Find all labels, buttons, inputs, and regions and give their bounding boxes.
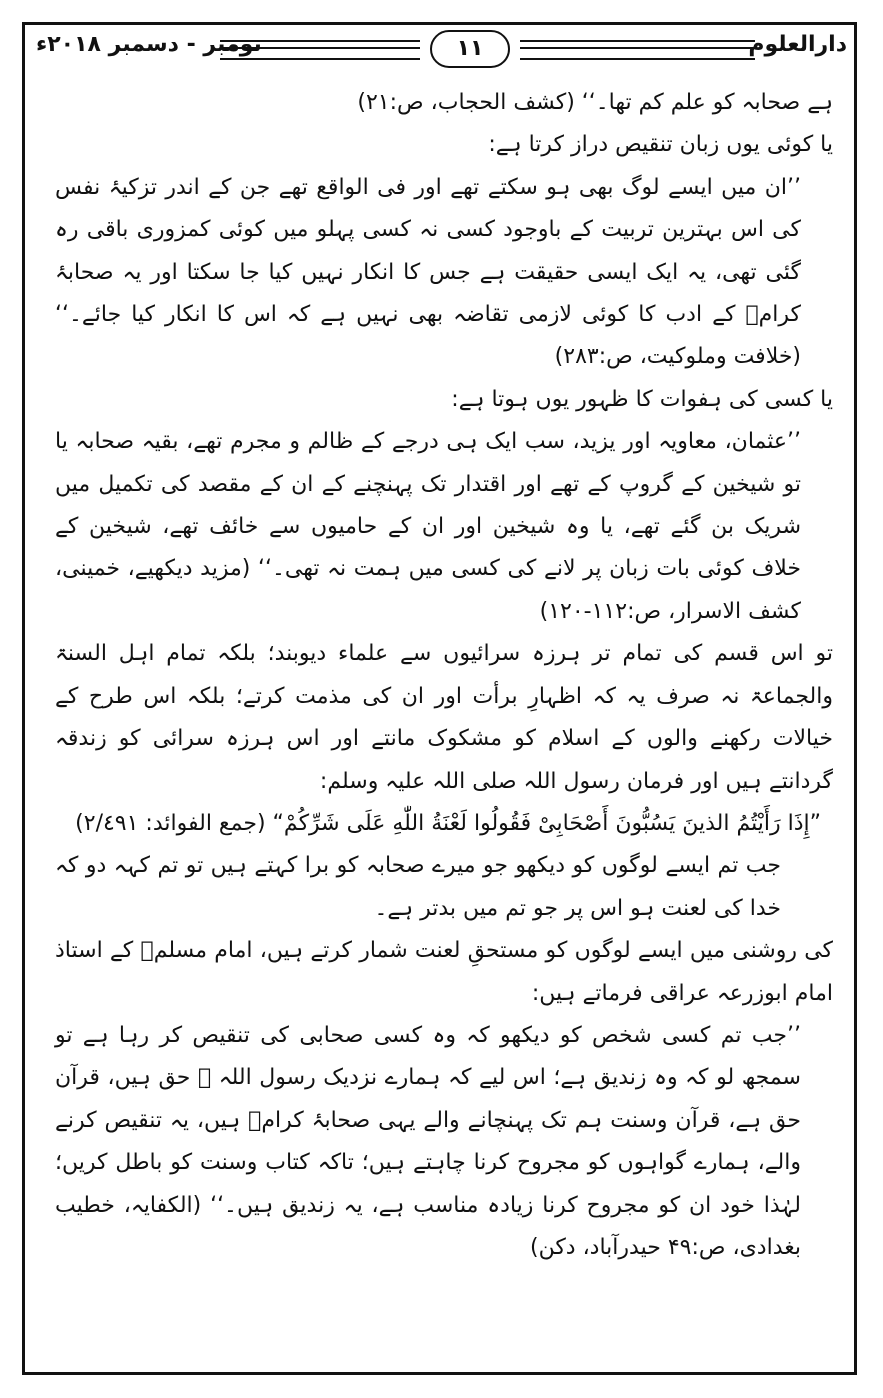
issue-date: نومبر - دسمبر ۲۰۱۸ء xyxy=(36,32,262,57)
page-header xyxy=(30,30,853,74)
quotation: ’’عثمان، معاویہ اور یزید، سب ایک ہی درجے کے ظالم و مجرم تھے، بقیہ صحابہ یا تو شیخین کے گروپ کے تھے اور اقتدار تک پہنچنے کے ان کے مقصد کی تکمیل میں شریک بن گئے تھے، یا وہ شیخین اور ان کے حامیوں سے خائف تھے، شیخین کے خلاف کوئی بات زبان پر لانے کی کسی میں ہمت نہ تھی۔‘‘ (مزید دیکھیے، خمینی، کشف الاسرار، ص:۱۱۲-۱۲۰) xyxy=(55,429,801,624)
hadith-translation: جب تم ایسے لوگوں کو دیکھو جو میرے صحابہ کو برا کہتے ہیں تو تم کہہ دو کہ خدا کی لعنت ہو اس پر جو تم میں بدتر ہے۔ xyxy=(55,853,781,921)
paragraph: یا کوئی یوں زبان تنقیص دراز کرتا ہے: xyxy=(488,132,833,158)
paragraph: یا کسی کی ہفوات کا ظہور یوں ہوتا ہے: xyxy=(451,386,833,412)
paragraph: کی روشنی میں ایسے لوگوں کو مستحقِ لعنت شمار کرتے ہیں، امام مسلمؒ کے استاذ امام ابوزرعہ عراقی فرماتے ہیں: xyxy=(55,938,833,1006)
article-body xyxy=(55,82,833,1269)
header-rule-right xyxy=(520,40,755,60)
paragraph: ہے صحابہ کو علم کم تھا۔‘‘ (کشف الحجاب، ص:۲۱) xyxy=(357,90,833,115)
journal-title: دارالعلوم xyxy=(748,32,847,57)
quotation: ’’ان میں ایسے لوگ بھی ہو سکتے تھے اور فی الواقع تھے جن کے اندر تزکیۂ نفس کی اس بہترین تربیت کے باوجود کسی نہ کسی پہلو میں کوئی کمزوری باقی رہ گئی تھی، یہ ایک ایسی حقیقت ہے جس کا انکار نہیں کیا جا سکتا اور یہ صحابۂ کرامؓ کے ادب کا کوئی لازمی تقاضہ بھی نہیں ہے کہ اس کا انکار کیا جائے۔‘‘ (خلافت وملوکیت، ص:۲۸۳) xyxy=(55,174,801,370)
paragraph: تو اس قسم کی تمام تر ہرزہ سرائیوں سے علماء دیوبند؛ بلکہ تمام اہل السنۃ والجماعۃ نہ صرف یہ کہ اظہارِ برأت اور ان کی مذمت کرتے؛ بلکہ اس طرح کے خیالات رکھنے والوں کے اسلام کو مشکوک مانتے اور اس ہرزہ سرائی کو زندقہ گردانتے ہیں اور فرمان رسول اللہ صلی اللہ علیہ وسلم: xyxy=(55,641,833,794)
quotation: ’’جب تم کسی شخص کو دیکھو کہ وہ کسی صحابی کی تنقیص کر رہا ہے تو سمجھ لو کہ وہ زندیق ہے؛ اس لیے کہ ہمارے نزدیک رسول اللہ ﷺ حق ہیں، قرآن حق ہے، قرآن وسنت ہم تک پہنچانے والے یہی صحابۂ کرامؓ ہیں، یہ تنقیص کرنے والے، ہمارے گواہوں کو مجروح کرنا چاہتے ہیں؛ تاکہ کتاب وسنت کو باطل کریں؛ لہٰذا خود ان کو مجروح کرنا زیادہ مناسب ہے، یہ زندیق ہیں۔‘‘ (الکفایہ، خطیب بغدادی، ص:۴۹ حیدرآباد، دکن) xyxy=(55,1022,801,1260)
page-number: ۱۱ xyxy=(430,30,510,68)
hadith-arabic: ”إِذَا رَأَيْتُمُ الذينَ يَسُبُّونَ أَصْحَابِىْ فَقُولُوا لَعْنَةُ اللّٰهِ عَلَى شَرِّكُمْ“ (جمع الفوائد: ٢/٤٩١) xyxy=(75,810,821,836)
